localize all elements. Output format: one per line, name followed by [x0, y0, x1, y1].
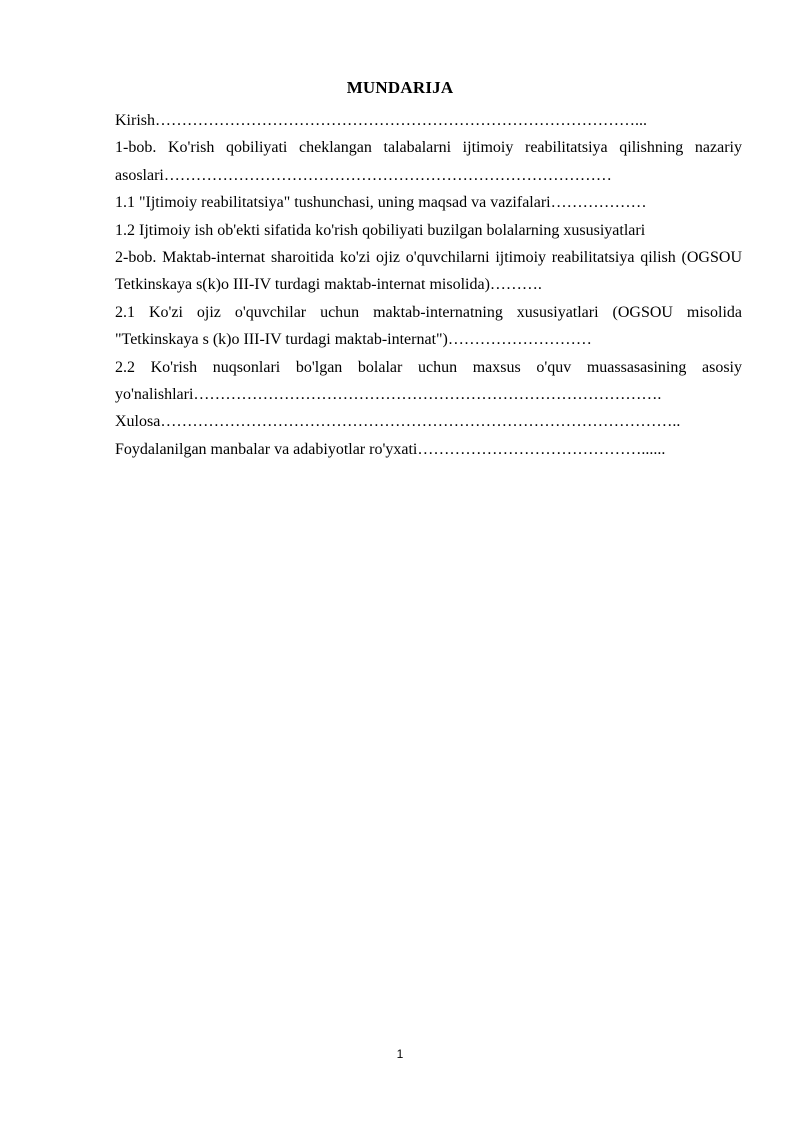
- toc-entry-introduction: Kirish………………………………………………………………………………...: [115, 112, 647, 129]
- toc-entry-chapter-2: 2-bob. Maktab-internat sharoitida ko'zi ojiz o'quvchilarni ijtimoiy reabilitatsiya qilish (OGSOU Tetkinskaya s(k)o III-IV turdagi maktab-internat misolida)……….: [115, 249, 742, 294]
- toc-entry-section-2-1: 2.1 Ko'zi ojiz o'quvchilar uchun maktab-internatning xususiyatlari (OGSOU misolida "Tetkinskaya s (k)o III-IV turdagi maktab-internat")………………………: [115, 303, 742, 349]
- toc-entry-conclusion: Xulosa……………………………………………………………………………………..: [115, 413, 681, 431]
- toc-entry-section-1-1: 1.1 "Ijtimoiy reabilitatsiya" tushunchasi, uning maqsad va vazifalari………………: [115, 194, 647, 212]
- page-number: 1: [396, 1047, 404, 1061]
- toc-entry-references: Foydalanilgan manbalar va adabiyotlar ro'yxati……………………………………......: [115, 440, 666, 458]
- table-of-contents: [115, 107, 742, 463]
- toc-title: MUNDARIJA: [346, 78, 454, 97]
- toc-entry-section-1-2: 1.2 Ijtimoiy ish ob'ekti sifatida ko'rish qobiliyati buzilgan bolalarning xususiyatlari: [115, 221, 646, 239]
- toc-entry-section-2-2: 2.2 Ko'rish nuqsonlari bo'lgan bolalar uchun maxsus o'quv muassasasining asosiy yo'nalishlari…………………………………………………………………………….: [115, 358, 742, 404]
- toc-entry-chapter-1: 1-bob. Ko'rish qobiliyati cheklangan talabalarni ijtimoiy reabilitatsiya qilishning nazariy asoslari…………………………………………………………………………: [115, 139, 742, 184]
